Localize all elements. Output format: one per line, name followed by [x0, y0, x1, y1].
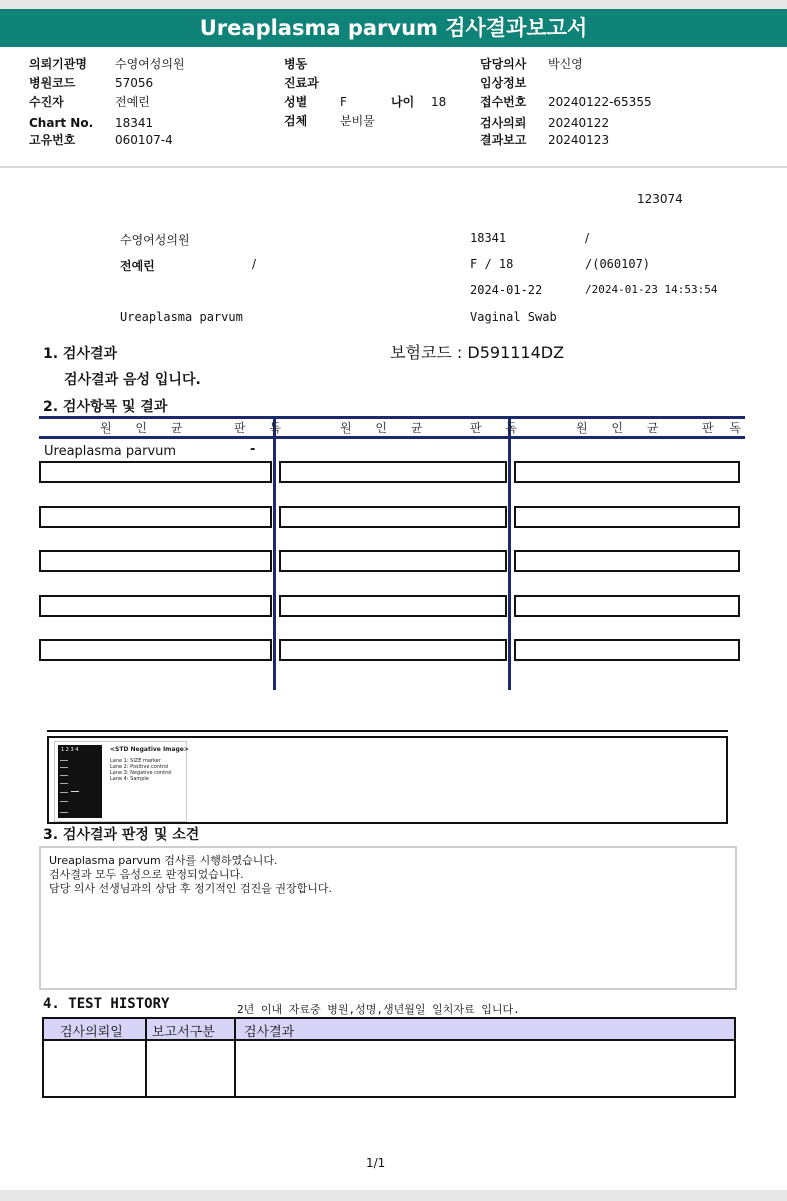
label-ward: 병동 — [284, 57, 308, 71]
result-cell — [39, 639, 272, 661]
report-title: Ureaplasma parvum 검사결과보고서 — [0, 9, 787, 47]
doc-slash-2: / — [252, 257, 257, 271]
history-note: 2년 이내 자료중 병원,성명,생년월일 일치자료 입니다. — [237, 1003, 520, 1016]
history-col-report-type: 보고서구분 — [152, 1025, 215, 1040]
doc-test-name: Ureaplasma parvum — [120, 310, 243, 324]
section1-title: 1. 검사결과 — [43, 346, 118, 362]
label-hospital-code: 병원코드 — [29, 76, 76, 90]
col-judge-3: 판 독 — [702, 421, 747, 435]
result-cell — [39, 506, 272, 528]
table-divider-1 — [273, 416, 276, 690]
label-report-date: 결과보고 — [480, 133, 527, 147]
history-table — [42, 1017, 736, 1098]
gel-lane-1: Lane 1: SIZE marker — [110, 758, 161, 764]
result-cell — [39, 595, 272, 617]
doc-chart: 18341 — [470, 231, 507, 245]
value-age: 18 — [431, 95, 447, 109]
result-cell — [514, 506, 740, 528]
opinion-line-2: 검사결과 모두 음성으로 판정되었습니다. — [49, 868, 244, 881]
col-organism-2: 원 인 균 — [340, 421, 433, 435]
doc-code: 123074 — [637, 192, 683, 206]
col-organism-3: 원 인 균 — [576, 421, 669, 435]
value-unique-no: 060107-4 — [115, 133, 173, 147]
label-sex: 성별 — [284, 95, 308, 109]
table-header-rule — [39, 436, 745, 439]
result-cell — [514, 595, 740, 617]
gel-lane-4: Lane 4: Sample — [110, 776, 149, 782]
label-request-date: 검사의뢰 — [480, 116, 527, 130]
gel-lane-2: Lane 2: Positive control — [110, 764, 169, 770]
label-patient: 수진자 — [29, 95, 64, 109]
history-col-result: 검사결과 — [244, 1025, 295, 1040]
label-doctor: 담당의사 — [480, 57, 527, 71]
gel-caption: <STD Negative Image> — [110, 746, 189, 753]
value-doctor: 박신영 — [548, 57, 583, 71]
gel-lanes — [58, 745, 102, 818]
insurance-code: 보험코드 : D591114DZ — [390, 343, 565, 362]
history-col-request-date: 검사의뢰일 — [60, 1025, 123, 1040]
value-sex: F — [340, 95, 347, 109]
gel-top-rule — [47, 730, 728, 732]
result-cell — [39, 461, 272, 483]
result-cell — [39, 550, 272, 572]
label-specimen: 검체 — [284, 114, 308, 128]
opinion-line-1: Ureaplasma parvum 검사를 시행하였습니다. — [49, 854, 278, 867]
doc-slash-1: / — [585, 231, 590, 245]
value-chart-no: 18341 — [115, 116, 154, 130]
gel-caption-block — [110, 747, 189, 782]
section3-title: 3. 검사결과 판정 및 소견 — [43, 827, 200, 843]
result-cell — [279, 506, 507, 528]
label-chart-no: Chart No. — [29, 116, 94, 130]
doc-specimen: Vaginal Swab — [470, 310, 557, 324]
value-request-date: 20240122 — [548, 116, 610, 130]
history-col-divider-1 — [145, 1019, 147, 1096]
label-receipt-no: 접수번호 — [480, 95, 527, 109]
doc-report-datetime: /2024-01-23 14:53:54 — [585, 283, 718, 296]
doc-patient: 전예린 — [120, 259, 155, 273]
result-cell — [514, 639, 740, 661]
col-judge-2: 판 독 — [470, 421, 527, 435]
section1-result: 검사결과 음성 입니다. — [64, 372, 201, 388]
gel-image — [54, 741, 187, 822]
label-clinical-info: 임상정보 — [480, 76, 527, 90]
result-cell — [279, 461, 507, 483]
header-divider — [0, 166, 787, 168]
value-institution: 수영여성의원 — [115, 57, 185, 71]
value-hospital-code: 57056 — [115, 76, 154, 90]
opinion-box — [39, 846, 737, 990]
value-report-date: 20240123 — [548, 133, 610, 147]
result-cell — [279, 550, 507, 572]
result-cell — [279, 595, 507, 617]
opinion-line-3: 담당 의사 선생님과의 상담 후 정기적인 검진을 권장합니다. — [49, 882, 332, 895]
label-department: 진료과 — [284, 76, 319, 90]
value-receipt-no: 20240122-65355 — [548, 95, 652, 109]
doc-request-date: 2024-01-22 — [470, 283, 543, 297]
gel-lane-numbers: 1 2 3 4 — [61, 747, 79, 753]
value-patient: 전예린 — [115, 95, 150, 109]
doc-id: /(060107) — [585, 257, 651, 271]
section4-title: 4. TEST HISTORY — [43, 996, 170, 1012]
top-strip — [0, 0, 787, 9]
section2-title: 2. 검사항목 및 결과 — [43, 399, 168, 415]
result-cell — [279, 639, 507, 661]
label-age: 나이 — [391, 95, 415, 109]
bottom-strip — [0, 1190, 787, 1201]
doc-hospital: 수영여성의원 — [120, 233, 190, 247]
table-divider-2 — [508, 416, 511, 690]
doc-sex-age: F / 18 — [470, 257, 514, 271]
col-judge-1: 판 독 — [234, 421, 291, 435]
label-institution: 의뢰기관명 — [29, 57, 87, 71]
result-judgement: - — [250, 442, 256, 457]
result-organism-name: Ureaplasma parvum — [44, 444, 177, 459]
gel-lane-3: Lane 3: Negative control — [110, 770, 172, 776]
label-unique-no: 고유번호 — [29, 133, 76, 147]
result-cell — [514, 550, 740, 572]
history-col-divider-2 — [234, 1019, 236, 1096]
history-header — [44, 1019, 734, 1041]
page-number: 1/1 — [366, 1156, 386, 1170]
value-specimen: 분비물 — [340, 114, 375, 128]
result-cell — [514, 461, 740, 483]
col-organism-1: 원 인 균 — [100, 421, 193, 435]
